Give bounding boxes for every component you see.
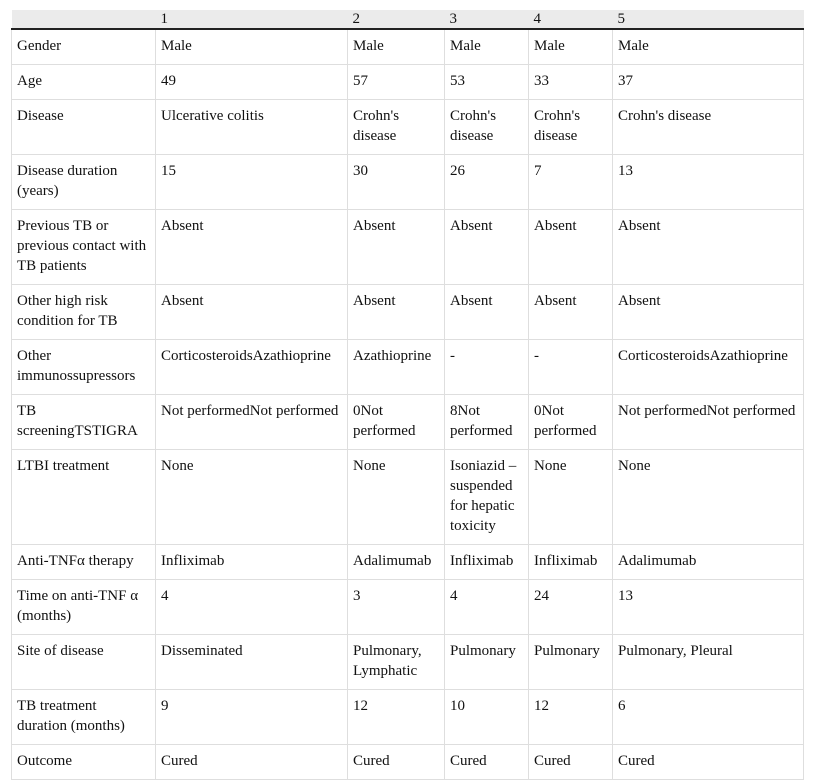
table-row xyxy=(12,340,804,395)
table-cell: None xyxy=(348,450,445,545)
table-cell: Male xyxy=(613,29,804,65)
table-cell: 0Not performed xyxy=(529,395,613,450)
table-cell: Pulmonary xyxy=(445,635,529,690)
table-row xyxy=(12,690,804,745)
table-cell: Pulmonary, Lymphatic xyxy=(348,635,445,690)
table-cell: Crohn's disease xyxy=(529,100,613,155)
table-cell: 13 xyxy=(613,580,804,635)
table-cell: CorticosteroidsAzathioprine xyxy=(613,340,804,395)
table-cell: Infliximab xyxy=(445,545,529,580)
table-cell: 4 xyxy=(445,580,529,635)
table-cell: Cured xyxy=(529,745,613,780)
table-row xyxy=(12,29,804,65)
table-cell: Pulmonary, Pleural xyxy=(613,635,804,690)
row-label-cell: Disease duration (years) xyxy=(12,155,156,210)
row-label-cell: TB screeningTSTIGRA xyxy=(12,395,156,450)
table-cell: Absent xyxy=(348,210,445,285)
table-cell: Isoniazid – suspended for hepatic toxicity xyxy=(445,450,529,545)
table-cell: CorticosteroidsAzathioprine xyxy=(156,340,348,395)
table-row xyxy=(12,450,804,545)
table-header xyxy=(12,10,804,29)
table-cell: Absent xyxy=(445,285,529,340)
table-cell: 30 xyxy=(348,155,445,210)
table-cell: 6 xyxy=(613,690,804,745)
table-cell: Absent xyxy=(156,210,348,285)
table-cell: Adalimumab xyxy=(348,545,445,580)
table-container xyxy=(11,10,803,769)
table-cell: 33 xyxy=(529,65,613,100)
header-cell: 4 xyxy=(529,10,613,29)
header-cell xyxy=(12,10,156,29)
table-cell: 8Not performed xyxy=(445,395,529,450)
table-cell: 13 xyxy=(613,155,804,210)
table-cell: 4 xyxy=(156,580,348,635)
row-label-cell: TB treatment duration (months) xyxy=(12,690,156,745)
table-cell: Cured xyxy=(348,745,445,780)
table-cell: Infliximab xyxy=(156,545,348,580)
table-cell: 10 xyxy=(445,690,529,745)
table-cell: Cured xyxy=(156,745,348,780)
header-row xyxy=(12,10,804,29)
row-label-cell: Site of disease xyxy=(12,635,156,690)
table-cell: Absent xyxy=(348,285,445,340)
table-cell: Azathioprine xyxy=(348,340,445,395)
table-cell: 37 xyxy=(613,65,804,100)
table-body xyxy=(12,29,804,780)
table-cell: 57 xyxy=(348,65,445,100)
table-cell: - xyxy=(529,340,613,395)
table-row xyxy=(12,545,804,580)
table-row xyxy=(12,580,804,635)
table-cell: Crohn's disease xyxy=(613,100,804,155)
table-cell: 9 xyxy=(156,690,348,745)
table-cell: Absent xyxy=(445,210,529,285)
table-row xyxy=(12,65,804,100)
table-cell: None xyxy=(613,450,804,545)
row-label-cell: Gender xyxy=(12,29,156,65)
table-cell: Not performedNot performed xyxy=(613,395,804,450)
header-cell: 5 xyxy=(613,10,804,29)
table-cell: Absent xyxy=(529,285,613,340)
table-cell: Absent xyxy=(613,285,804,340)
table-cell: Absent xyxy=(613,210,804,285)
table-row xyxy=(12,210,804,285)
row-label-cell: Other immunossupressors xyxy=(12,340,156,395)
header-cell: 3 xyxy=(445,10,529,29)
table-cell: Male xyxy=(156,29,348,65)
row-label-cell: Outcome xyxy=(12,745,156,780)
table-row xyxy=(12,285,804,340)
table-cell: 7 xyxy=(529,155,613,210)
table-cell: Male xyxy=(348,29,445,65)
row-label-cell: Time on anti-TNF α (months) xyxy=(12,580,156,635)
table-cell: None xyxy=(156,450,348,545)
header-cell: 2 xyxy=(348,10,445,29)
table-cell: None xyxy=(529,450,613,545)
table-cell: Male xyxy=(445,29,529,65)
table-row xyxy=(12,100,804,155)
table-cell: Absent xyxy=(156,285,348,340)
table-cell: Pulmonary xyxy=(529,635,613,690)
table-cell: 15 xyxy=(156,155,348,210)
table-cell: Cured xyxy=(445,745,529,780)
table-cell: Infliximab xyxy=(529,545,613,580)
row-label-cell: LTBI treatment xyxy=(12,450,156,545)
table-cell: 26 xyxy=(445,155,529,210)
table-cell: 0Not performed xyxy=(348,395,445,450)
table-cell: 49 xyxy=(156,65,348,100)
table-cell: 12 xyxy=(348,690,445,745)
table-cell: Male xyxy=(529,29,613,65)
table-cell: Adalimumab xyxy=(613,545,804,580)
table-cell: Not performedNot performed xyxy=(156,395,348,450)
table-cell: 24 xyxy=(529,580,613,635)
table-cell: Cured xyxy=(613,745,804,780)
table-cell: 12 xyxy=(529,690,613,745)
row-label-cell: Age xyxy=(12,65,156,100)
patient-table xyxy=(11,10,804,780)
table-cell: Disseminated xyxy=(156,635,348,690)
row-label-cell: Anti-TNFα therapy xyxy=(12,545,156,580)
table-row xyxy=(12,635,804,690)
row-label-cell: Disease xyxy=(12,100,156,155)
row-label-cell: Previous TB or previous contact with TB patients xyxy=(12,210,156,285)
row-label-cell: Other high risk condition for TB xyxy=(12,285,156,340)
table-cell: Crohn's disease xyxy=(348,100,445,155)
table-row xyxy=(12,155,804,210)
table-cell: 3 xyxy=(348,580,445,635)
table-cell: Crohn's disease xyxy=(445,100,529,155)
table-cell: Ulcerative colitis xyxy=(156,100,348,155)
table-cell: 53 xyxy=(445,65,529,100)
header-cell: 1 xyxy=(156,10,348,29)
table-cell: - xyxy=(445,340,529,395)
table-row xyxy=(12,395,804,450)
table-cell: Absent xyxy=(529,210,613,285)
table-row xyxy=(12,745,804,780)
